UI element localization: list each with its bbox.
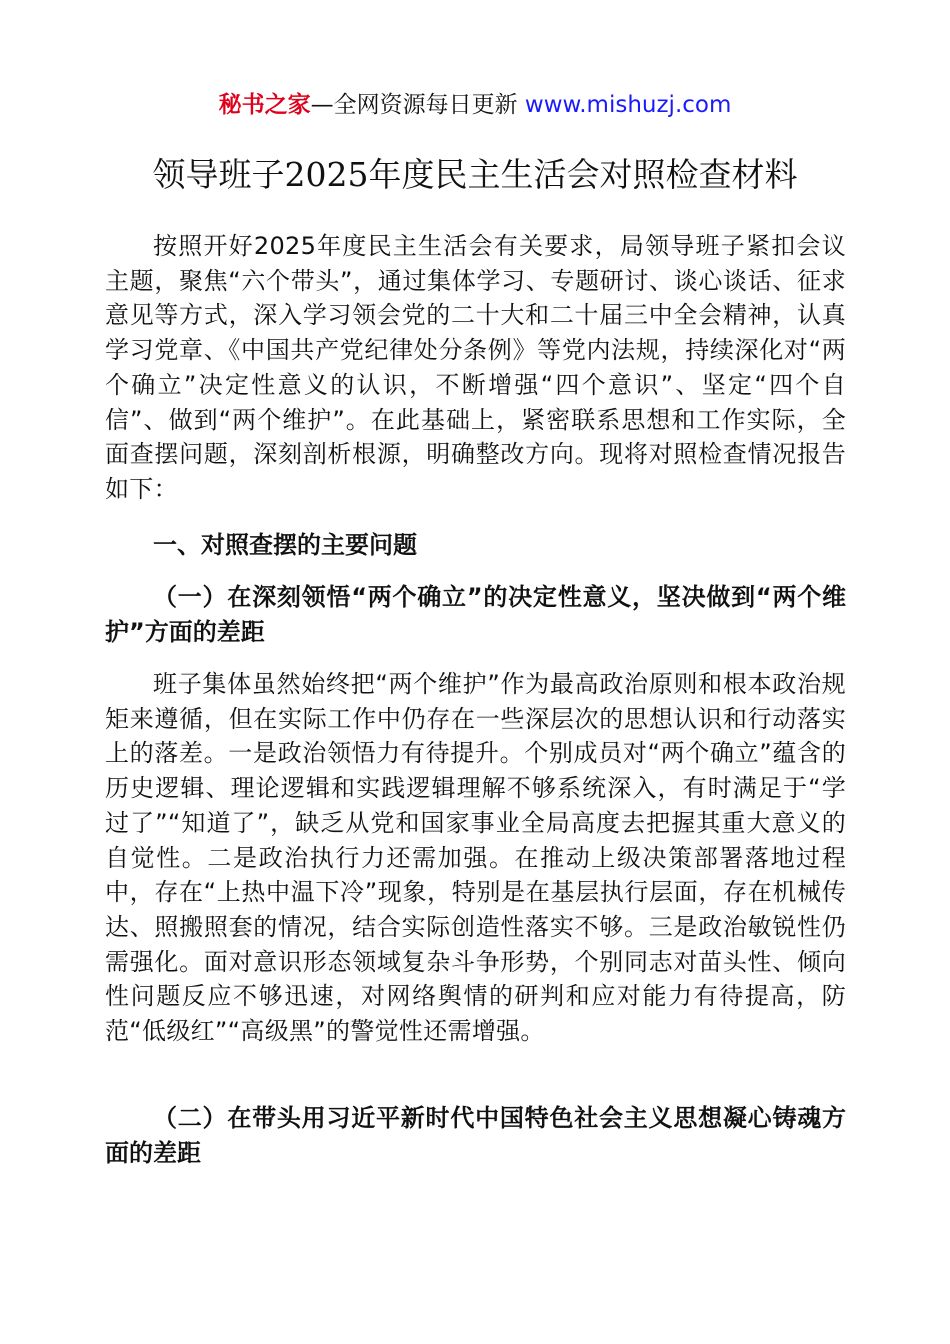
site-banner	[0, 88, 950, 122]
subsection-1-paragraph: 班子集体虽然始终把“两个维护”作为最高政治原则和根本政治规矩来遵循，但在实际工作中仍存在一些深层次的思想认识和行动落实上的落差。一是政治领悟力有待提升。个别成员对“两个确立”蕴含的历史逻辑、理论逻辑和实践逻辑理解不够系统深入，有时满足于“学过了”“知道了”，缺乏从党和国家事业全局高度去把握其重大意义的自觉性。二是政治执行力还需加强。在推动上级决策部署落地过程中，存在“上热中温下冷”现象，特别是在基层执行层面，存在机械传达、照搬照套的情况，结合实际创造性落实不够。三是政治敏锐性仍需强化。面对意识形态领域复杂斗争形势，个别同志对苗头性、倾向性问题反应不够迅速，对网络舆情的研判和应对能力有待提高，防范“低级红”“高级黑”的警觉性还需增强。	[105, 670, 846, 1046]
subsection-heading-1: （一）在深刻领悟“两个确立”的决定性意义，坚决做到“两个维护”方面的差距	[105, 583, 846, 646]
site-slogan: —全网资源每日更新	[310, 92, 525, 118]
section-heading-1: 一、对照查摆的主要问题	[153, 531, 417, 559]
subsection-heading-2: （二）在带头用习近平新时代中国特色社会主义思想凝心铸魂方面的差距	[105, 1104, 846, 1167]
site-url-link[interactable]: www.mishuzj.com	[524, 92, 732, 118]
intro-paragraph: 按照开好2025年度民主生活会有关要求，局领导班子紧扣会议主题，聚焦“六个带头”，通过集体学习、专题研讨、谈心谈话、征求意见等方式，深入学习领会党的二十大和二十届三中全会精神，认真学习党章、《中国共产党纪律处分条例》等党内法规，持续深化对“两个确立”决定性意义的认识，不断增强“四个意识”、坚定“四个自信”、做到“两个维护”。在此基础上，紧密联系思想和工作实际，全面查摆问题，深刻剖析根源，明确整改方向。现将对照检查情况报告如下：	[105, 232, 846, 503]
document-title: 领导班子2025年度民主生活会对照检查材料	[152, 155, 798, 194]
site-name: 秘书之家	[218, 92, 311, 118]
